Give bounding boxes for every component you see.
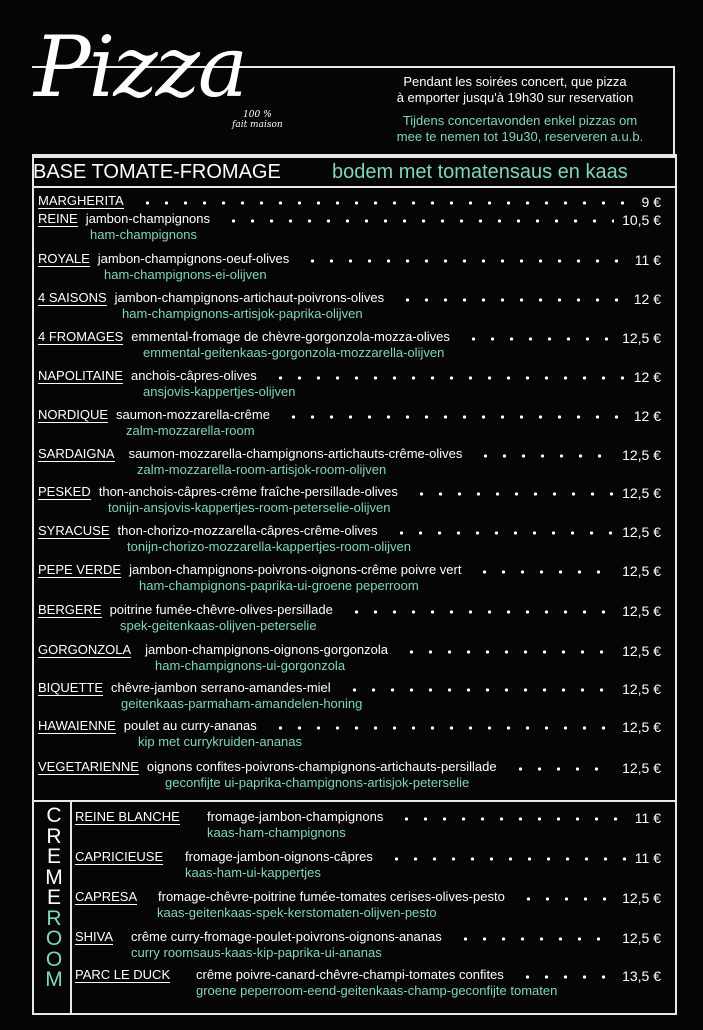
menu-item-name: HAWAIENNE bbox=[38, 718, 116, 733]
leader-dots bbox=[398, 297, 626, 303]
menu-item-description: thon-chorizo-mozzarella-câpres-crême-olives bbox=[117, 523, 378, 538]
leader-dots bbox=[347, 609, 614, 615]
menu-item bbox=[0, 369, 703, 407]
menu-item bbox=[0, 760, 703, 798]
menu-item-translation: kip met currykruiden-ananas bbox=[138, 734, 303, 749]
menu-item-description: fromage-jambon-champignons bbox=[207, 809, 384, 824]
menu-item-translation: tonijn-ansjovis-kappertjes-room-peterselie-olijven bbox=[108, 500, 391, 515]
menu-item-description: jambon-champignons-oignons-gorgonzola bbox=[145, 642, 388, 657]
menu-item-name: SHIVA bbox=[75, 929, 114, 944]
menu-item bbox=[0, 643, 703, 681]
menu-item-price: 13,5 € bbox=[622, 968, 661, 984]
menu-item-name: BIQUETTE bbox=[38, 680, 104, 695]
menu-item bbox=[0, 291, 703, 329]
menu-item bbox=[0, 927, 703, 968]
menu-item-description: crême curry-fromage-poulet-poivrons-oignons-ananas bbox=[131, 929, 442, 944]
menu-item-translation: ham-champignons-artisjok-paprika-olijven bbox=[122, 306, 363, 321]
leader-dots bbox=[138, 200, 634, 206]
menu-item bbox=[0, 968, 703, 1006]
menu-item-translation: ham-champignons-paprika-ui-groene peperroom bbox=[139, 578, 419, 593]
menu-item-price: 12,5 € bbox=[622, 447, 661, 463]
pizza-logo: Pizza bbox=[34, 18, 246, 116]
menu-item-name: NORDIQUE bbox=[38, 407, 109, 422]
menu-item-name: ROYALE bbox=[38, 251, 90, 266]
menu-item-price: 11 € bbox=[634, 850, 661, 866]
menu-item bbox=[0, 485, 703, 523]
menu-item-price: 12,5 € bbox=[622, 643, 661, 659]
menu-item-price: 9 € bbox=[641, 194, 661, 210]
menu-item-description: jambon-champignons bbox=[85, 211, 211, 226]
menu-item bbox=[0, 524, 703, 562]
menu-item bbox=[0, 212, 703, 250]
menu-item-price: 12,5 € bbox=[622, 524, 661, 540]
menu-item-description: fromage-chêvre-poitrine fumée-tomates cerises-olives-pesto bbox=[158, 889, 505, 904]
creme-label-letter: O bbox=[45, 927, 63, 950]
menu-item-name: SYRACUSE bbox=[38, 523, 110, 538]
base-section-title-nl: bodem met tomatensaus en kaas bbox=[332, 161, 628, 183]
creme-label-letter: R bbox=[46, 824, 62, 848]
leader-dots bbox=[392, 530, 614, 536]
menu-item bbox=[0, 330, 703, 368]
leader-dots bbox=[271, 375, 626, 381]
menu-item-name: SARDAIGNA bbox=[38, 446, 115, 461]
base-section-title-fr: BASE TOMATE-FROMAGE bbox=[33, 161, 281, 183]
menu-item bbox=[0, 886, 703, 928]
leader-dots bbox=[271, 725, 614, 731]
menu-item bbox=[0, 603, 703, 641]
menu-item-description: jambon-champignons-oeuf-olives bbox=[97, 251, 290, 266]
menu-item bbox=[0, 810, 703, 848]
menu-item-name: PEPE VERDE bbox=[38, 562, 122, 577]
menu-item-price: 12,5 € bbox=[622, 719, 661, 735]
creme-label-letter: E bbox=[46, 886, 61, 909]
menu-item-description: poulet au curry-ananas bbox=[123, 718, 257, 733]
menu-item-translation: kaas-ham-champignons bbox=[207, 825, 346, 840]
menu-item-name: REINE bbox=[38, 211, 78, 226]
menu-item-name: MARGHERITA bbox=[38, 193, 124, 208]
menu-item-description: poitrine fumée-chêvre-olives-persillade bbox=[109, 602, 333, 617]
creme-label-letter: E bbox=[46, 845, 61, 868]
menu-item bbox=[0, 850, 703, 888]
menu-item-description: saumon-mozzarella-champignons-artichauts-crême-olives bbox=[128, 446, 463, 461]
menu-item-name: GORGONZOLA bbox=[38, 642, 132, 657]
menu-item-translation: ham-champignons bbox=[90, 227, 197, 242]
menu-item-price: 12 € bbox=[633, 369, 661, 385]
menu-item-description: jambon-champignons-poivrons-oignons-crême poivre vert bbox=[129, 562, 462, 577]
menu-item-translation: ham-champignons-ui-gorgonzola bbox=[155, 658, 346, 673]
leader-dots bbox=[387, 856, 627, 862]
menu-item-name: 4 SAISONS bbox=[38, 290, 107, 305]
base-header-divider bbox=[32, 186, 677, 188]
menu-item-translation: emmental-geitenkaas-gorgonzola-mozzarella-olijven bbox=[143, 345, 445, 360]
menu-item-translation: groene peperroom-eend-geitenkaas-champ-geconfijte tomaten bbox=[196, 983, 558, 998]
leader-dots bbox=[284, 414, 626, 420]
menu-item bbox=[0, 563, 703, 601]
menu-item-price: 12,5 € bbox=[622, 681, 661, 697]
menu-item-description: saumon-mozzarella-crême bbox=[116, 407, 270, 422]
menu-item-description: emmental-fromage de chèvre-gorgonzola-mozza-olives bbox=[131, 329, 450, 344]
leader-dots bbox=[397, 816, 626, 822]
menu-item-translation: zalm-mozzarella-room bbox=[126, 423, 255, 438]
menu-item-description: chêvre-jambon serrano-amandes-miel bbox=[111, 680, 331, 695]
menu-item-price: 12,5 € bbox=[622, 563, 661, 579]
creme-label-letter: C bbox=[46, 804, 62, 827]
menu-item-translation: ansjovis-kappertjes-olijven bbox=[143, 384, 296, 399]
menu-item-price: 12 € bbox=[633, 291, 661, 307]
menu-item-name: CAPRICIEUSE bbox=[75, 849, 164, 864]
creme-label-letter: R bbox=[46, 906, 62, 930]
menu-item-translation: kaas-ham-ui-kappertjes bbox=[185, 865, 321, 880]
leader-dots bbox=[518, 974, 614, 980]
menu-item-translation: kaas-geitenkaas-spek-kerstomaten-olijven-pesto bbox=[157, 905, 437, 920]
leader-dots bbox=[303, 258, 627, 264]
leader-dots bbox=[511, 766, 614, 772]
menu-item-translation: curry roomsaus-kaas-kip-paprika-ui-ananas bbox=[131, 945, 382, 960]
menu-item-name: NAPOLITAINE bbox=[38, 368, 124, 383]
menu-item-description: fromage-jambon-oignons-câpres bbox=[185, 849, 373, 864]
menu-item-name: PARC LE DUCK bbox=[75, 967, 171, 982]
menu-item-translation: tonijn-chorizo-mozzarella-kappertjes-room-olijven bbox=[127, 539, 411, 554]
creme-label-letter: M bbox=[45, 865, 63, 889]
menu-item-translation: spek-geitenkaas-olijven-peterselie bbox=[120, 618, 317, 633]
menu-item-price: 12,5 € bbox=[622, 603, 661, 619]
menu-item-price: 11 € bbox=[634, 252, 661, 268]
menu-item-price: 12,5 € bbox=[622, 760, 661, 776]
menu-item-name: 4 FROMAGES bbox=[38, 329, 124, 344]
menu-item-price: 11 € bbox=[634, 810, 661, 826]
leader-dots bbox=[345, 687, 614, 693]
menu-item bbox=[0, 681, 703, 719]
menu-item-price: 12,5 € bbox=[622, 330, 661, 346]
menu-item-translation: geitenkaas-parmaham-amandelen-honing bbox=[121, 696, 363, 711]
menu-item-translation: ham-champignons-ei-olijven bbox=[104, 267, 267, 282]
leader-dots bbox=[476, 453, 614, 459]
menu-item-name: BERGERE bbox=[38, 602, 102, 617]
menu-item bbox=[0, 447, 703, 485]
menu-item-name: VEGETARIENNE bbox=[38, 759, 139, 774]
menu-item-price: 12,5 € bbox=[622, 485, 661, 501]
creme-label-letter: O bbox=[45, 947, 63, 971]
menu-item-name: REINE BLANCHE bbox=[75, 809, 180, 824]
leader-dots bbox=[464, 336, 614, 342]
menu-item-price: 12,5 € bbox=[622, 930, 661, 946]
leader-dots bbox=[402, 649, 614, 655]
menu-item-name: PESKED bbox=[38, 484, 91, 499]
menu-item-name: CAPRESA bbox=[75, 889, 138, 904]
menu-item bbox=[0, 719, 703, 757]
menu-item-price: 12 € bbox=[633, 408, 661, 424]
menu-item-description: crême poivre-canard-chêvre-champi-tomates confites bbox=[196, 967, 504, 982]
leader-dots bbox=[456, 936, 614, 942]
menu-item-translation: geconfijte ui-paprika-champignons-artisjok-peterselie bbox=[165, 775, 470, 790]
menu-item bbox=[0, 408, 703, 446]
logo-subtitle: 100 % fait maison bbox=[232, 110, 283, 130]
menu-item bbox=[0, 252, 703, 290]
leader-dots bbox=[224, 218, 614, 224]
menu-item-description: jambon-champignons-artichaut-poivrons-olives bbox=[114, 290, 385, 305]
menu-item-price: 12,5 € bbox=[622, 890, 661, 906]
menu-item-description: anchois-câpres-olives bbox=[131, 368, 257, 383]
menu-item-description: oignons confites-poivrons-champignons-artichauts-persillade bbox=[146, 759, 497, 774]
menu-item-translation: zalm-mozzarella-room-artisjok-room-olijven bbox=[137, 462, 387, 477]
creme-label-letter: M bbox=[45, 968, 63, 991]
leader-dots bbox=[412, 491, 614, 497]
notice-nl: Tijdens concertavonden enkel pizzas om mee te nemen tot 19u30, reserveren a.u.b. bbox=[396, 113, 644, 144]
menu-item-description: thon-anchois-câpres-crême fraîche-persillade-olives bbox=[98, 484, 398, 499]
notice-fr: Pendant les soirées concert, que pizza à emporter jusqu'à 19h30 sur reservation bbox=[396, 74, 634, 105]
leader-dots bbox=[475, 569, 614, 575]
leader-dots bbox=[519, 896, 614, 902]
menu-item-price: 10,5 € bbox=[622, 212, 661, 228]
